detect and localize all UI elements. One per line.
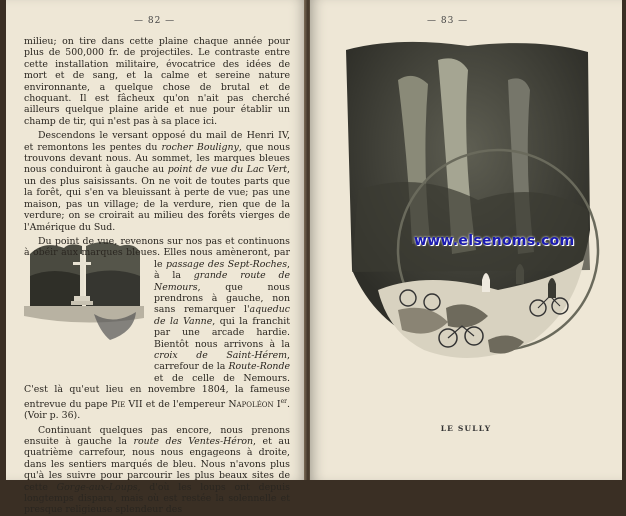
page-number-right: — 83 — — [427, 16, 469, 26]
right-page — [310, 0, 622, 480]
paragraph-2: Descendons le versant opposé du mail de Henri IV, et remontons les pentes du rocher Bouligny, que nous trouvons devant nous. Au sommet, les marques bleues nous conduiront à gauche au point de vue du Lac Vert, un des plus saisissants. On ne voit de toutes parts que la forêt, qui s'en va bleuissant à perte de vue; pas une maison, pas un village; de la verdure, rien que de la verdure; on se croirait au milieu des forêts vierges de l'Amérique du Sud. — [24, 130, 291, 233]
paragraph-4: Continuant quelques pas encore, nous prenons ensuite à gauche la route des Ventes-Héron, et au quatrième carrefour, nous nous engageons à droite, dans les sentiers marqués de bleu. Nous n'avons plus qu'à les suivre pour parcourir les plus beaux sites de cette Gorge-aux-Loups, d'où les loups ont depuis longtemps disparu, mais où est restée la solennelle et presque religieuse splendeur des — [24, 424, 290, 516]
le-sully-plate-illustration — [338, 40, 596, 412]
watermark: www.elsenoms.com — [414, 233, 575, 249]
left-page — [6, 0, 306, 516]
plate-caption: LE SULLY — [440, 424, 492, 433]
paragraph-3: Du point de vue, revenons sur nos pas et continuons à obéir aux marques bleues. Elles nous amèneront, par le passage des Sept-Roches , à la grande route de Nemours, que nous prendrons à gauche, non sans remarquer l'aqueduc de la Vanne, qui la franchit par une arcade hardie. Bientôt nous arrivons à la croix de Saint-Hérem, carrefour de la Route-Ronde et de celle de Nemours. C'est là qu'eut lieu en novembre 1804, la fameuse entrevue du pape Pie VII et de l'empereur Napoléon Ier. (Voir p. 36). — [24, 235, 290, 422]
paragraph-1: milieu; on tire dans cette plaine chaque année pour plus de 500,000 fr. de projectiles. Le contraste entre cette installation militaire, évocatrice des idées de mort et de sang, et la calme et sereine nature environnante, a quelque chose de brutal et de choquant. Il est fâcheux qu'on n'ait pas cherché ailleurs quelque plaine aride et nue pour établir un champ de tir, qui n'est pas à sa place ici. — [24, 36, 290, 127]
page-number-left: — 82 — — [134, 16, 176, 26]
left-page-text — [24, 36, 290, 516]
